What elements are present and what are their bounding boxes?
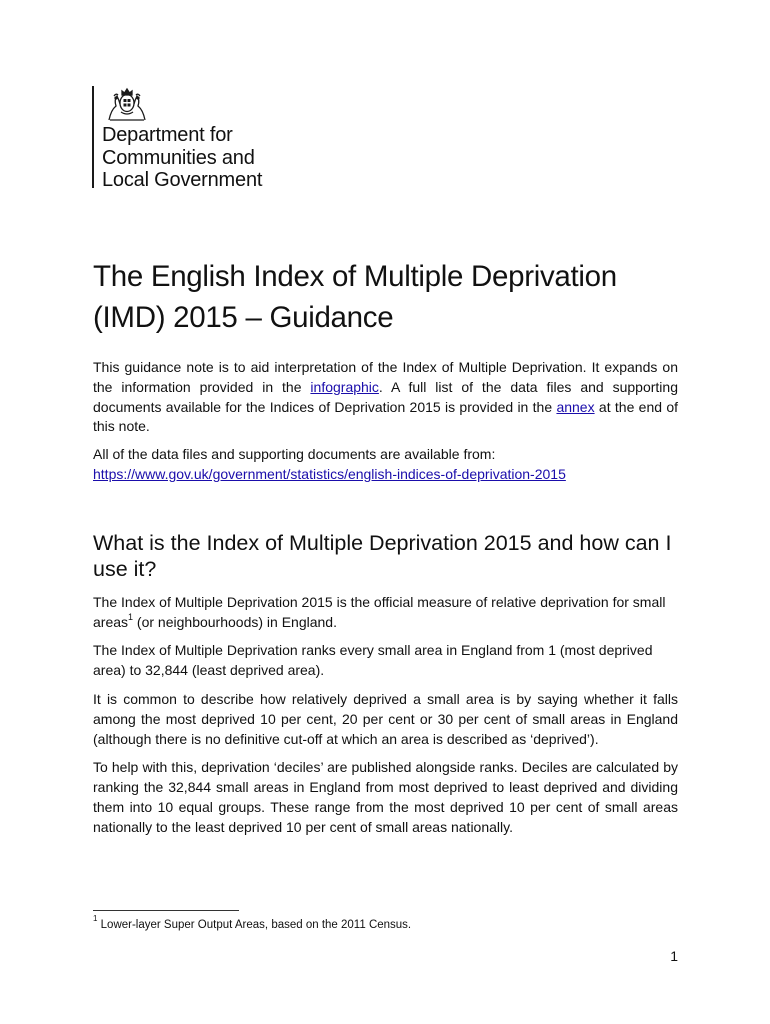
section-paragraph-1 (93, 593, 678, 633)
section-paragraph-4: To help with this, deprivation ‘deciles’ are published alongside ranks. Deciles are calculated by ranking the 32,844 small areas in England from most deprived to least deprived and dividing them into 10 equal groups. These range from the most deprived 10 per cent of small areas nationally to the least deprived 10 per cent of small areas nationally. (93, 759, 678, 835)
footnote-number: 1 (93, 914, 98, 924)
department-line-3: Local Government (102, 169, 263, 191)
footnote-divider (93, 910, 239, 911)
document-content (93, 256, 678, 838)
department-line-2: Communities and (102, 146, 255, 169)
royal-coat-of-arms-icon (104, 86, 150, 122)
intro-paragraph (93, 358, 678, 437)
department-logo (92, 86, 262, 192)
section-p1-text-a: The Index of Multiple Deprivation 2015 is the official measure of relative deprivation for small areas (93, 593, 666, 630)
section-heading: What is the Index of Multiple Deprivation 2015 and how can I use it? (93, 530, 672, 581)
footnote (93, 914, 412, 933)
intro-text-3: at the end of this note. (93, 398, 679, 435)
footnote-reference[interactable]: 1 (128, 611, 134, 622)
section-p1-text-b: (or neighbourhoods) in England. (133, 613, 337, 630)
data-files-text: All of the data files and supporting documents are available from: (93, 446, 496, 463)
department-name (102, 124, 262, 192)
page-number: 1 (670, 948, 678, 964)
gov-uk-statistics-link[interactable]: https://www.gov.uk/government/statistics/english-indices-of-deprivation-2015 (93, 465, 566, 482)
logo-body (102, 86, 262, 192)
data-files-paragraph (93, 445, 678, 485)
document-title: The English Index of Multiple Deprivation (IMD) 2015 – Guidance (93, 260, 617, 334)
infographic-link[interactable]: infographic (310, 378, 379, 395)
intro-text-2: . A full list of the data files and supporting documents available for the Indices of Deprivation 2015 is provided in the (93, 378, 678, 415)
section-paragraph-2: The Index of Multiple Deprivation ranks every small area in England from 1 (most deprived area) to 32,844 (least deprived area). (93, 642, 653, 679)
section-paragraph-3: It is common to describe how relatively deprived a small area is by saying whether it falls among the most deprived 10 per cent, 20 per cent or 30 per cent of small areas in England (although there is no definitive cut-off at which an area is described as ‘deprived’). (93, 690, 678, 747)
department-line-1: Department for (102, 124, 233, 146)
footnote-text: Lower-layer Super Output Areas, based on the 2011 Census. (97, 919, 412, 931)
intro-text-1: This guidance note is to aid interpretation of the Index of Multiple Deprivation. It expands on the information provided in the (93, 359, 678, 395)
logo-divider (92, 86, 94, 188)
annex-link[interactable]: annex (556, 398, 595, 415)
